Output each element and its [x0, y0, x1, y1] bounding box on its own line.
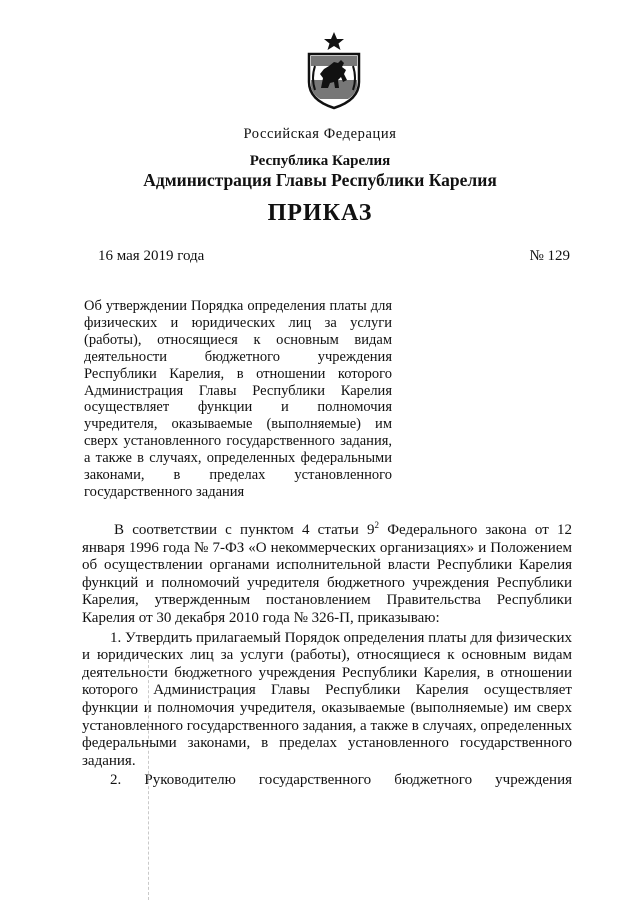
karelia-coat-of-arms-icon	[303, 30, 365, 110]
preamble-paragraph	[82, 522, 572, 628]
document-subject: Об утверждении Порядка определения платы для физических и юридических лиц за услуги (работы), относящиеся к основным видам деятельности бюджетного учреждения Республики Карелия, в отношении которого Администрация Главы Республики Карелия осуществляет функции и полномочия учредителя, оказываемые (выполняемые) им сверх установленного государственного задания, а также в случаях, определенных федеральными законами, в пределах установленного государственного задания	[84, 298, 392, 500]
order-item-2: 2. Руководителю государственного бюджетного учреждения	[110, 772, 572, 789]
document-date: 16 мая 2019 года	[98, 248, 205, 264]
preamble-text-part2: Федерального закона от 12 января 1996 года № 7-ФЗ «О некоммерческих организациях» и Положением об осуществлении органами исполнительной власти Республики Карелия функций и полномочий учредителя бюджетного учреждения Республики Карелия, утвержденным постановлением Правительства Республики Карелия от 30 декабря 2010 года № 326-П, приказываю:	[82, 522, 572, 626]
preamble-text-part1: В соответствии с пунктом 4 статьи 9	[114, 522, 375, 538]
country-name: Российская Федерация	[243, 126, 397, 142]
document-type-title: ПРИКАЗ	[267, 200, 373, 226]
order-item-1: 1. Утвердить прилагаемый Порядок определения платы для физических и юридических лиц за услуги (работы), относящиеся к основным видам деятельности бюджетного учреждения Республики Карелия, в отношении которого Администрация Главы Республики Карелия осуществляет функции и полномочия учредителя, оказываемые (выполняемые) им сверх установленного государственного задания, а также в случаях, определенных федеральными законами, в пределах установленного государственного задания.	[82, 629, 572, 769]
document-body	[82, 522, 572, 790]
republic-name: Республика Карелия	[249, 153, 391, 169]
administration-name: Администрация Главы Республики Карелия	[143, 170, 497, 190]
article-superscript: 2	[374, 520, 379, 530]
document-number: № 129	[529, 248, 570, 264]
scan-fold-line	[148, 660, 150, 900]
